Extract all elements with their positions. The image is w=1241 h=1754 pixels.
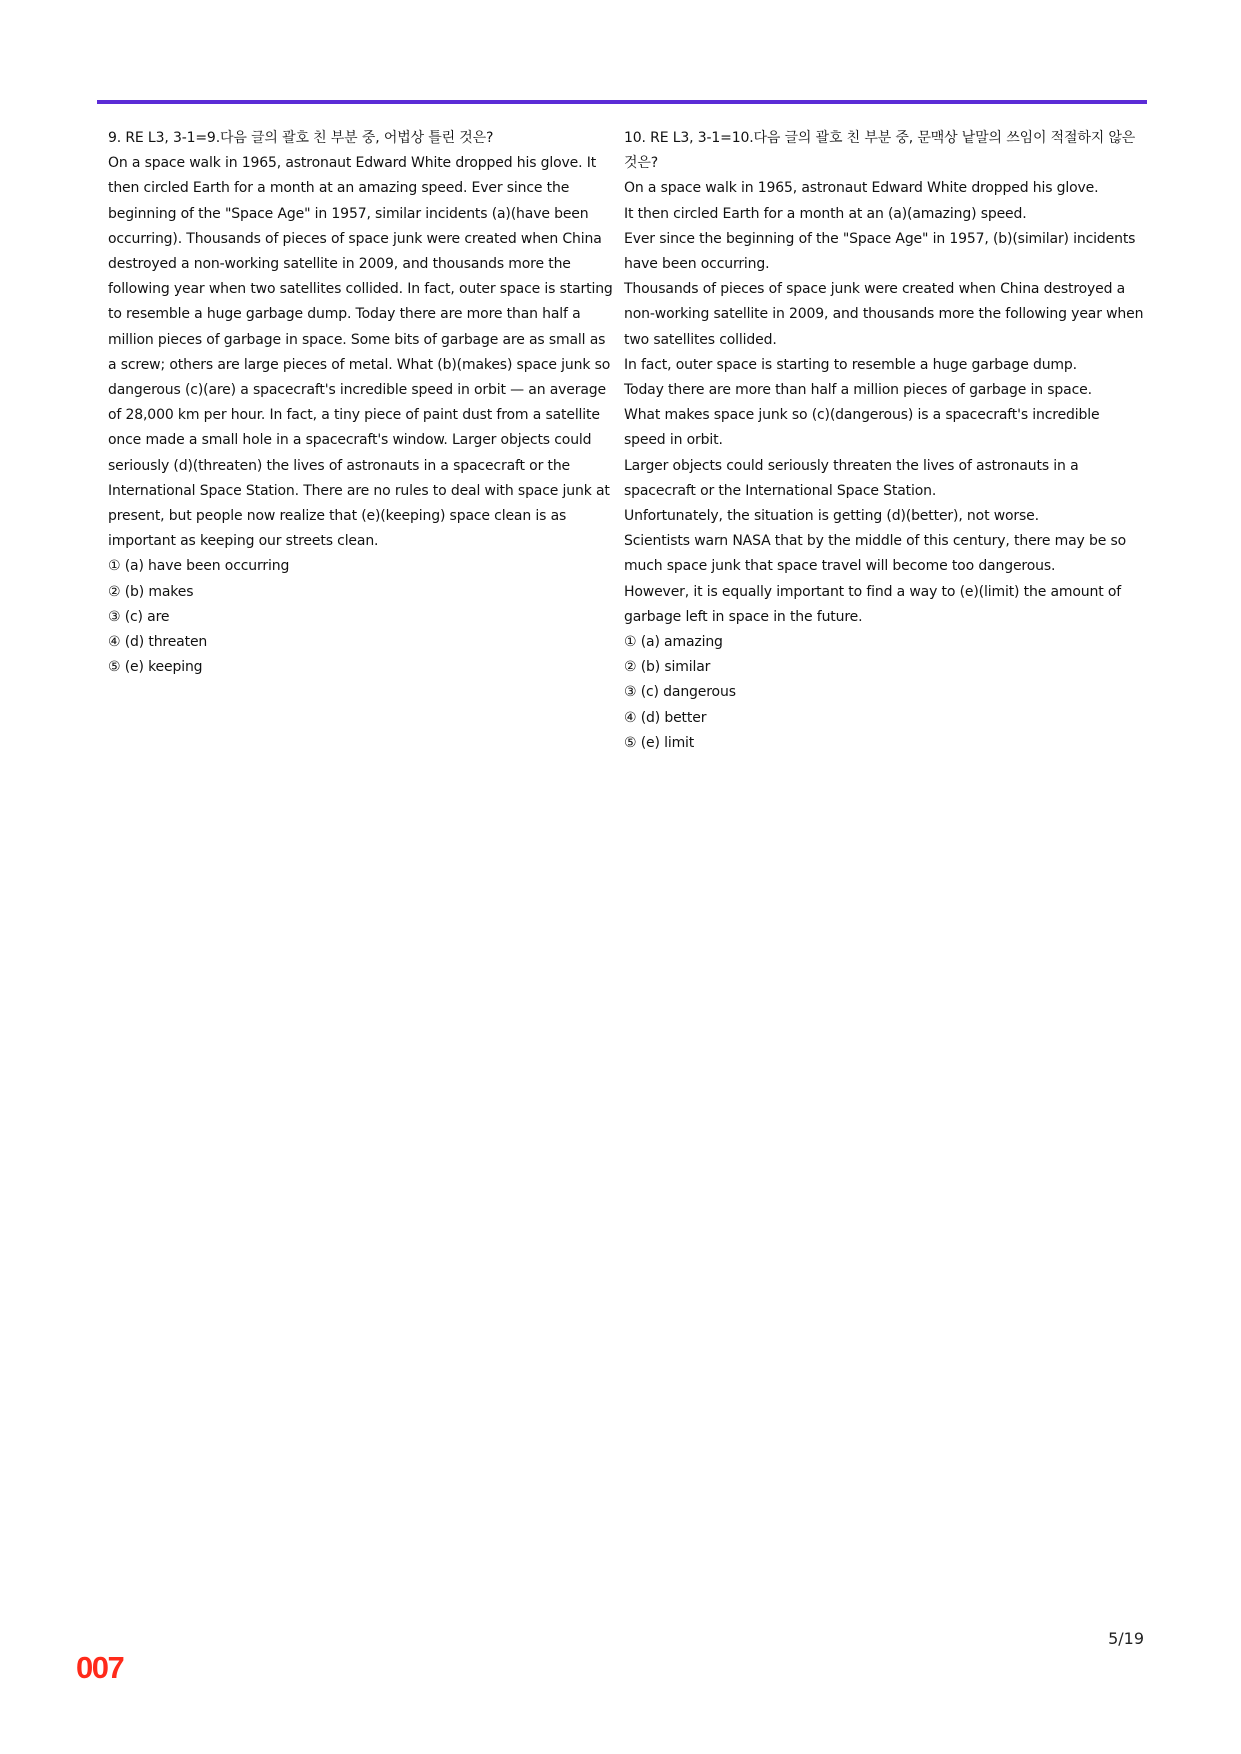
header-divider: [97, 100, 1147, 104]
question-10-line: Today there are more than half a million pieces of garbage in space.: [624, 382, 1092, 399]
question-10-choice-5[interactable]: ⑤ (e) limit: [624, 734, 695, 751]
question-9-choice-3[interactable]: ③ (c) are: [108, 608, 170, 625]
question-10-line: However, it is equally important to find a way to (e)(limit) the amount of garbage left in space in the future.: [624, 583, 1122, 625]
question-10-choice-1[interactable]: ① (a) amazing: [624, 634, 723, 651]
question-9-passage: On a space walk in 1965, astronaut Edward White dropped his glove. It then circled Earth for a month at an amazing speed. Ever since the beginning of the "Space Age" in 1957, similar incidents (a)(have been occurring). Thousands of pieces of space junk were created when China destroyed a non-working satellite in 2009, and thousands more the following year when two satellites collided. In fact, outer space is starting to resemble a huge garbage dump. Today there are more than half a million pieces of garbage in space. Some bits of garbage are as small as a screw; others are large pieces of metal. What (b)(makes) space junk so dangerous (c)(are) a spacecraft's incredible speed in orbit — an average of 28,000 km per hour. In fact, a tiny piece of paint dust from a satellite once made a small hole in a spacecraft's window. Larger objects could seriously (d)(threaten) the lives of astronauts in a spacecraft or the International Space Station. There are no rules to deal with space junk at present, but people now realize that (e)(keeping) space clean is as important as keeping our streets clean.: [108, 155, 613, 550]
document-stamp: 007: [76, 1650, 124, 1685]
question-9-choice-1[interactable]: ① (a) have been occurring: [108, 558, 290, 575]
question-9: [108, 126, 614, 680]
question-10-line: Unfortunately, the situation is getting (d)(better), not worse.: [624, 508, 1039, 525]
question-10-line: Thousands of pieces of space junk were created when China destroyed a non-working satellite in 2009, and thousands more the following year when two satellites collided.: [624, 281, 1144, 348]
question-10-line: In fact, outer space is starting to resemble a huge garbage dump.: [624, 356, 1077, 373]
question-10-choice-4[interactable]: ④ (d) better: [624, 709, 707, 726]
question-10-title: 10. RE L3, 3-1=10.다음 글의 괄호 친 부분 중, 문맥상 낱말의 쓰임이 적절하지 않은 것은?: [624, 130, 1136, 172]
question-9-choice-2[interactable]: ② (b) makes: [108, 583, 194, 600]
question-10-line: Scientists warn NASA that by the middle of this century, there may be so much space junk that space travel will become too dangerous.: [624, 533, 1127, 575]
question-9-choice-4[interactable]: ④ (d) threaten: [108, 634, 208, 651]
question-9-title: 9. RE L3, 3-1=9.다음 글의 괄호 친 부분 중, 어법상 틀린 것은?: [108, 130, 494, 146]
question-10-line: Larger objects could seriously threaten the lives of astronauts in a spacecraft or the International Space Station.: [624, 457, 1079, 499]
question-9-choice-5[interactable]: ⑤ (e) keeping: [108, 659, 203, 676]
page-number: 5/19: [1108, 1629, 1144, 1648]
question-10-line: It then circled Earth for a month at an (a)(amazing) speed.: [624, 205, 1027, 222]
question-10: [624, 126, 1144, 756]
question-10-choice-2[interactable]: ② (b) similar: [624, 659, 711, 676]
question-10-line: On a space walk in 1965, astronaut Edward White dropped his glove.: [624, 180, 1099, 197]
question-10-line: Ever since the beginning of the "Space Age" in 1957, (b)(similar) incidents have been occurring.: [624, 230, 1136, 273]
question-10-choice-3[interactable]: ③ (c) dangerous: [624, 684, 736, 701]
question-10-line: What makes space junk so (c)(dangerous) is a spacecraft's incredible speed in orbit.: [624, 407, 1100, 449]
